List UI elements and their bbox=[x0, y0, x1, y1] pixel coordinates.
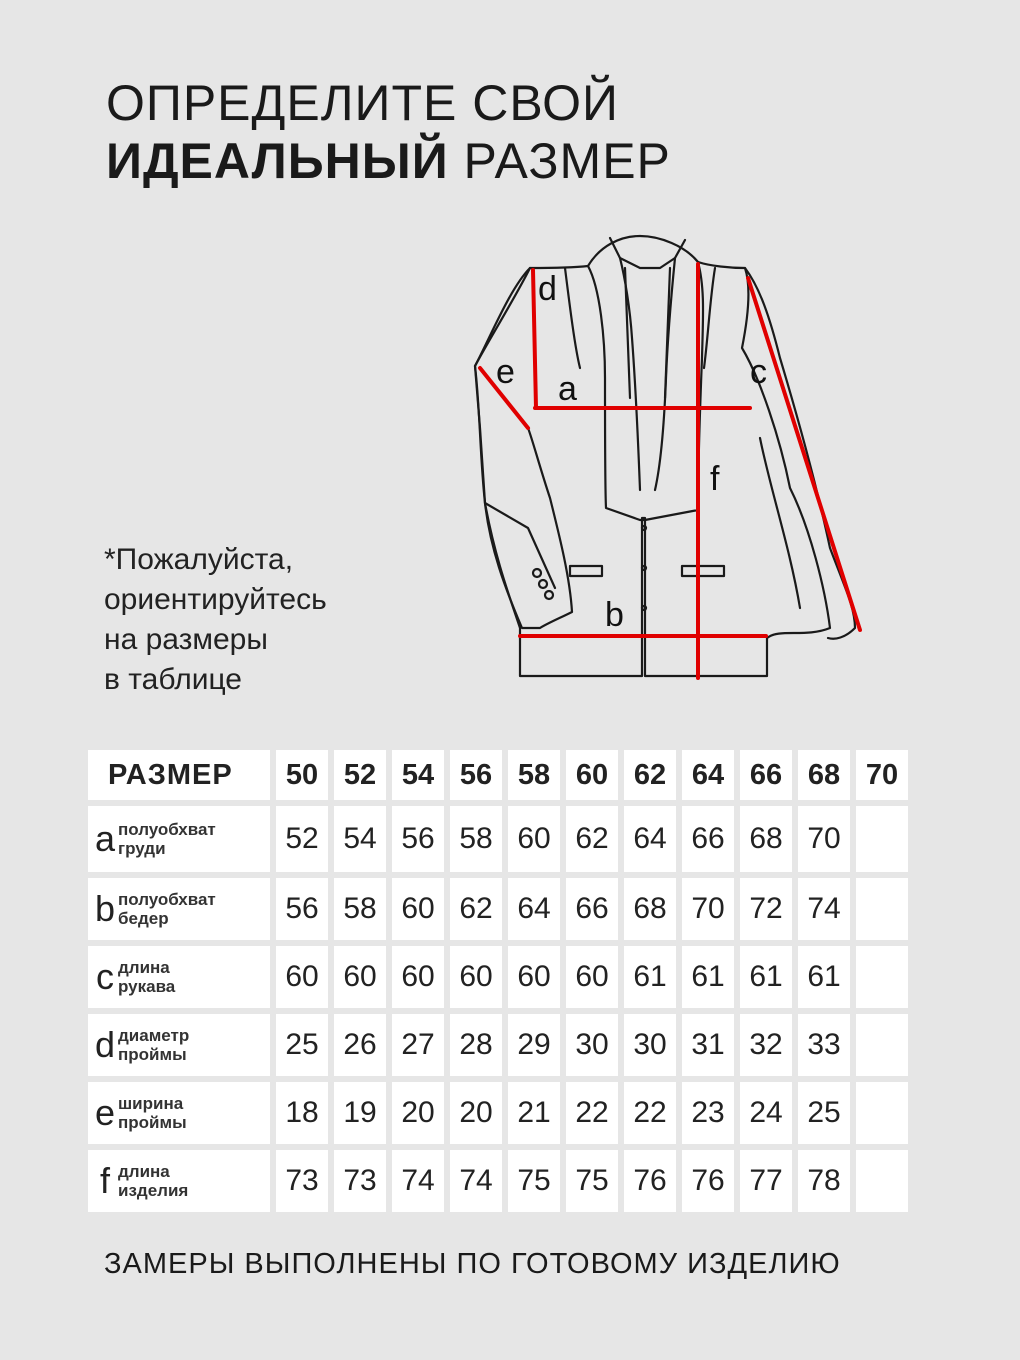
param-letter: d bbox=[94, 1024, 116, 1065]
value-cell: 29 bbox=[508, 1014, 560, 1076]
size-header-cell: 64 bbox=[682, 750, 734, 800]
value-cell: 73 bbox=[276, 1150, 328, 1212]
param-desc-line-1: длина bbox=[118, 1162, 170, 1181]
param-letter: a bbox=[94, 818, 116, 859]
param-letter: e bbox=[94, 1092, 116, 1133]
size-header-cell: 52 bbox=[334, 750, 386, 800]
value-cell: 75 bbox=[508, 1150, 560, 1212]
param-desc-line-1: длина bbox=[118, 958, 170, 977]
value-cell: 33 bbox=[798, 1014, 850, 1076]
value-cell: 20 bbox=[450, 1082, 502, 1144]
value-cell: 19 bbox=[334, 1082, 386, 1144]
value-cell: 32 bbox=[740, 1014, 792, 1076]
param-cell bbox=[88, 1082, 270, 1144]
measure-c-line bbox=[748, 278, 860, 630]
value-cell: 74 bbox=[392, 1150, 444, 1212]
value-cell: 56 bbox=[392, 806, 444, 872]
title-line-1: ОПРЕДЕЛИТЕ СВОЙ bbox=[106, 75, 619, 131]
value-cell: 28 bbox=[450, 1014, 502, 1076]
table-row bbox=[88, 878, 908, 940]
size-header-cell: 56 bbox=[450, 750, 502, 800]
value-cell: 78 bbox=[798, 1150, 850, 1212]
label-e: e bbox=[496, 353, 515, 391]
size-header-cell: 58 bbox=[508, 750, 560, 800]
value-cell: 76 bbox=[682, 1150, 734, 1212]
table-header-row bbox=[88, 750, 908, 800]
value-cell: 64 bbox=[508, 878, 560, 940]
size-header-cell: 66 bbox=[740, 750, 792, 800]
value-cell: 70 bbox=[682, 878, 734, 940]
param-description bbox=[118, 1094, 187, 1132]
table-row bbox=[88, 806, 908, 872]
table-row bbox=[88, 1014, 908, 1076]
param-description bbox=[118, 1026, 189, 1064]
param-desc-line-1: ширина bbox=[118, 1094, 184, 1113]
param-desc-line-2: бедер bbox=[118, 909, 169, 928]
value-cell: 60 bbox=[392, 878, 444, 940]
param-desc-line-1: полуобхват bbox=[118, 820, 216, 839]
param-cell bbox=[88, 806, 270, 872]
value-cell: 60 bbox=[276, 946, 328, 1008]
value-cell bbox=[856, 1082, 908, 1144]
size-header-label: РАЗМЕР bbox=[88, 750, 270, 800]
value-cell: 30 bbox=[624, 1014, 676, 1076]
value-cell: 68 bbox=[624, 878, 676, 940]
value-cell: 58 bbox=[450, 806, 502, 872]
size-header-cell: 62 bbox=[624, 750, 676, 800]
param-desc-line-2: проймы bbox=[118, 1045, 187, 1064]
page-title bbox=[106, 74, 671, 190]
param-desc-line-2: рукава bbox=[118, 977, 176, 996]
param-desc-line-2: проймы bbox=[118, 1113, 187, 1132]
value-cell: 60 bbox=[450, 946, 502, 1008]
value-cell: 64 bbox=[624, 806, 676, 872]
param-letter: f bbox=[99, 1160, 110, 1201]
param-desc-line-2: груди bbox=[118, 839, 166, 858]
value-cell: 25 bbox=[276, 1014, 328, 1076]
value-cell: 61 bbox=[682, 946, 734, 1008]
table-row bbox=[88, 1082, 908, 1144]
label-c: c bbox=[750, 353, 767, 391]
value-cell: 75 bbox=[566, 1150, 618, 1212]
title-bold-word: ИДЕАЛЬНЫЙ bbox=[106, 133, 449, 189]
value-cell: 61 bbox=[624, 946, 676, 1008]
label-f: f bbox=[710, 460, 720, 498]
size-table bbox=[82, 744, 914, 1218]
value-cell: 56 bbox=[276, 878, 328, 940]
size-header-cell: 60 bbox=[566, 750, 618, 800]
param-description bbox=[118, 958, 175, 996]
param-cell bbox=[88, 1150, 270, 1212]
param-description bbox=[118, 820, 216, 858]
size-header-cell: 68 bbox=[798, 750, 850, 800]
value-cell: 66 bbox=[566, 878, 618, 940]
value-cell: 22 bbox=[566, 1082, 618, 1144]
value-cell: 73 bbox=[334, 1150, 386, 1212]
param-cell bbox=[88, 946, 270, 1008]
value-cell bbox=[856, 946, 908, 1008]
size-note: *Пожалуйста, ориентируйтесь на размеры в таблице bbox=[104, 543, 327, 696]
value-cell: 60 bbox=[392, 946, 444, 1008]
value-cell: 20 bbox=[392, 1082, 444, 1144]
value-cell: 77 bbox=[740, 1150, 792, 1212]
title-line-2 bbox=[106, 132, 671, 190]
value-cell: 27 bbox=[392, 1014, 444, 1076]
value-cell bbox=[856, 1150, 908, 1212]
measurement-note: ЗАМЕРЫ ВЫПОЛНЕНЫ ПО ГОТОВОМУ ИЗДЕЛИЮ bbox=[104, 1248, 841, 1280]
param-description bbox=[118, 1162, 188, 1200]
value-cell: 18 bbox=[276, 1082, 328, 1144]
value-cell bbox=[856, 878, 908, 940]
value-cell: 61 bbox=[798, 946, 850, 1008]
value-cell: 62 bbox=[450, 878, 502, 940]
value-cell bbox=[856, 806, 908, 872]
value-cell: 70 bbox=[798, 806, 850, 872]
value-cell: 60 bbox=[334, 946, 386, 1008]
measure-d-line bbox=[533, 270, 536, 408]
table-row bbox=[88, 946, 908, 1008]
value-cell: 66 bbox=[682, 806, 734, 872]
param-letter: c bbox=[96, 956, 114, 997]
size-header-cell: 50 bbox=[276, 750, 328, 800]
label-d: d bbox=[538, 270, 557, 308]
label-b: b bbox=[605, 596, 624, 634]
value-cell: 74 bbox=[450, 1150, 502, 1212]
value-cell bbox=[856, 1014, 908, 1076]
param-description bbox=[118, 890, 216, 928]
value-cell: 22 bbox=[624, 1082, 676, 1144]
param-letter: b bbox=[94, 888, 116, 929]
value-cell: 26 bbox=[334, 1014, 386, 1076]
value-cell: 60 bbox=[566, 946, 618, 1008]
table-row bbox=[88, 1150, 908, 1212]
value-cell: 58 bbox=[334, 878, 386, 940]
jacket-diagram bbox=[460, 228, 920, 688]
param-cell bbox=[88, 878, 270, 940]
param-desc-line-1: полуобхват bbox=[118, 890, 216, 909]
size-header-cell: 70 bbox=[856, 750, 908, 800]
value-cell: 60 bbox=[508, 946, 560, 1008]
value-cell: 68 bbox=[740, 806, 792, 872]
value-cell: 52 bbox=[276, 806, 328, 872]
value-cell: 62 bbox=[566, 806, 618, 872]
value-cell: 61 bbox=[740, 946, 792, 1008]
param-desc-line-2: изделия bbox=[118, 1181, 189, 1200]
value-cell: 54 bbox=[334, 806, 386, 872]
label-a: a bbox=[558, 370, 577, 408]
title-rest: РАЗМЕР bbox=[448, 133, 671, 189]
value-cell: 21 bbox=[508, 1082, 560, 1144]
param-desc-line-1: диаметр bbox=[118, 1026, 190, 1045]
value-cell: 60 bbox=[508, 806, 560, 872]
param-cell bbox=[88, 1014, 270, 1076]
value-cell: 23 bbox=[682, 1082, 734, 1144]
value-cell: 30 bbox=[566, 1014, 618, 1076]
value-cell: 25 bbox=[798, 1082, 850, 1144]
value-cell: 24 bbox=[740, 1082, 792, 1144]
size-header-cell: 54 bbox=[392, 750, 444, 800]
value-cell: 74 bbox=[798, 878, 850, 940]
value-cell: 31 bbox=[682, 1014, 734, 1076]
value-cell: 72 bbox=[740, 878, 792, 940]
value-cell: 76 bbox=[624, 1150, 676, 1212]
